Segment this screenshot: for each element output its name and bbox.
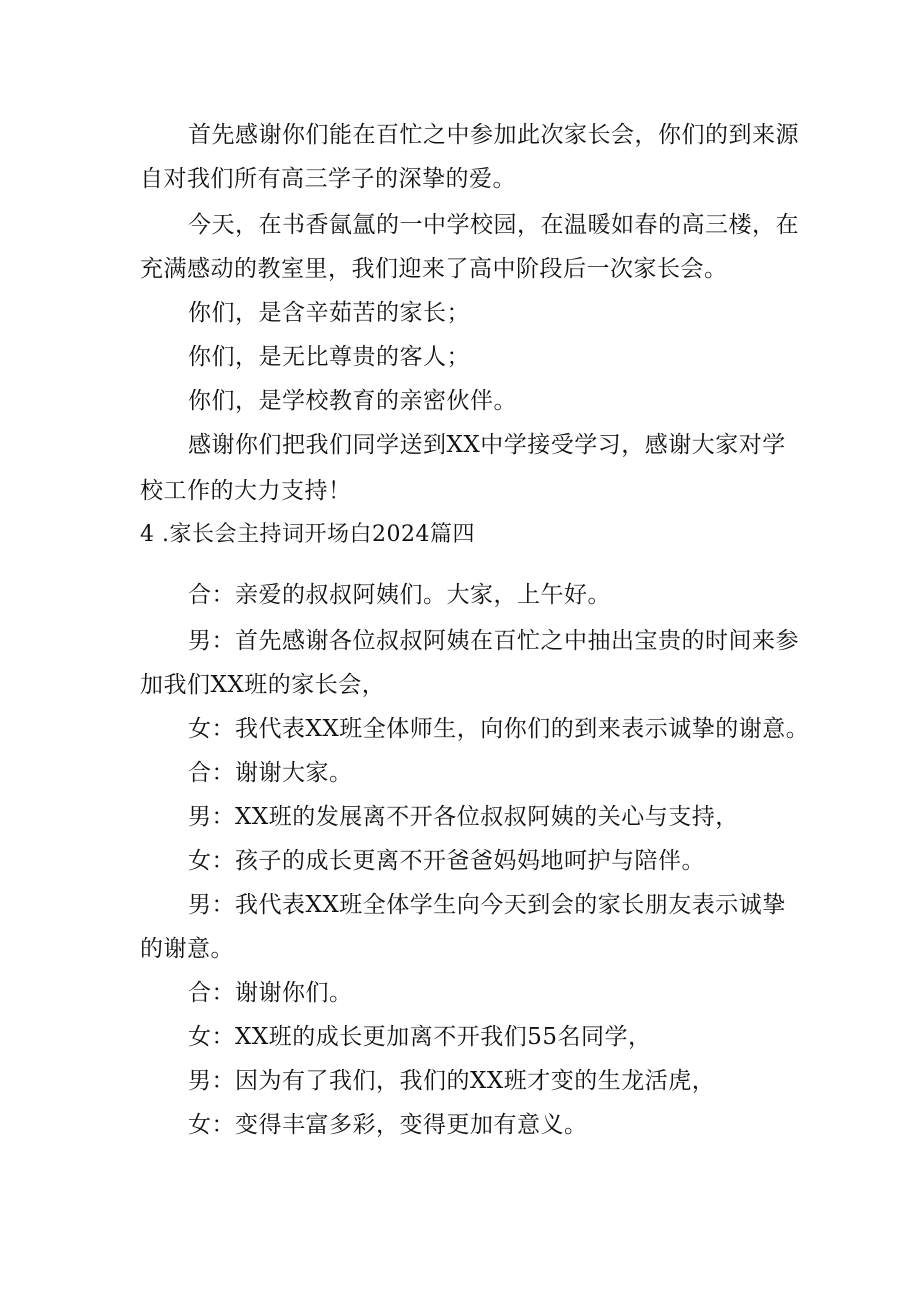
dialogue-line: 女：我代表XX班全体师生，向你们的到来表示诚挚的谢意。 (188, 716, 810, 742)
dialogue-line-continuation: 的谢意。 (140, 936, 234, 962)
paragraph-support-line-1: 感谢你们把我们同学送到XX中学接受学习，感谢大家对学 (188, 432, 786, 458)
dialogue-line: 女：孩子的成长更离不开爸爸妈妈地呵护与陪伴。 (188, 848, 705, 874)
paragraph-guests: 你们，是无比尊贵的客人； (188, 344, 470, 370)
paragraph-partners: 你们，是学校教育的亲密伙伴。 (188, 388, 517, 414)
dialogue-line: 男：首先感谢各位叔叔阿姨在百忙之中抽出宝贵的时间来参 (188, 628, 799, 654)
dialogue-line: 合：谢谢你们。 (188, 980, 353, 1006)
paragraph-thanks-line-2: 自对我们所有高三学子的深挚的爱。 (140, 166, 516, 192)
paragraph-support-line-2: 校工作的大力支持！ (140, 478, 352, 504)
dialogue-line: 男：因为有了我们，我们的XX班才变的生龙活虎， (188, 1068, 716, 1094)
paragraph-thanks-line-1: 首先感谢你们能在百忙之中参加此次家长会，你们的到来源 (188, 122, 799, 148)
dialogue-line: 合：谢谢大家。 (188, 760, 353, 786)
paragraph-parents: 你们，是含辛茹苦的家长； (188, 300, 470, 326)
dialogue-line: 男：XX班的发展离不开各位叔叔阿姨的关心与支持， (188, 804, 739, 830)
paragraph-today-line-2: 充满感动的教室里，我们迎来了高中阶段后一次家长会。 (140, 256, 728, 282)
dialogue-line: 女：变得丰富多彩，变得更加有意义。 (188, 1112, 588, 1138)
dialogue-line: 合：亲爱的叔叔阿姨们。大家，上午好。 (188, 582, 611, 608)
dialogue-line: 女：XX班的成长更加离不开我们55名同学， (188, 1024, 652, 1050)
dialogue-line-continuation: 加我们XX班的家长会， (140, 672, 386, 698)
section-heading: 4 .家长会主持词开场白2024篇四 (140, 522, 475, 547)
paragraph-today-line-1: 今天，在书香氤氲的一中学校园，在温暖如春的高三楼，在 (188, 212, 799, 238)
dialogue-line: 男：我代表XX班全体学生向今天到会的家长朋友表示诚挚 (188, 892, 786, 918)
